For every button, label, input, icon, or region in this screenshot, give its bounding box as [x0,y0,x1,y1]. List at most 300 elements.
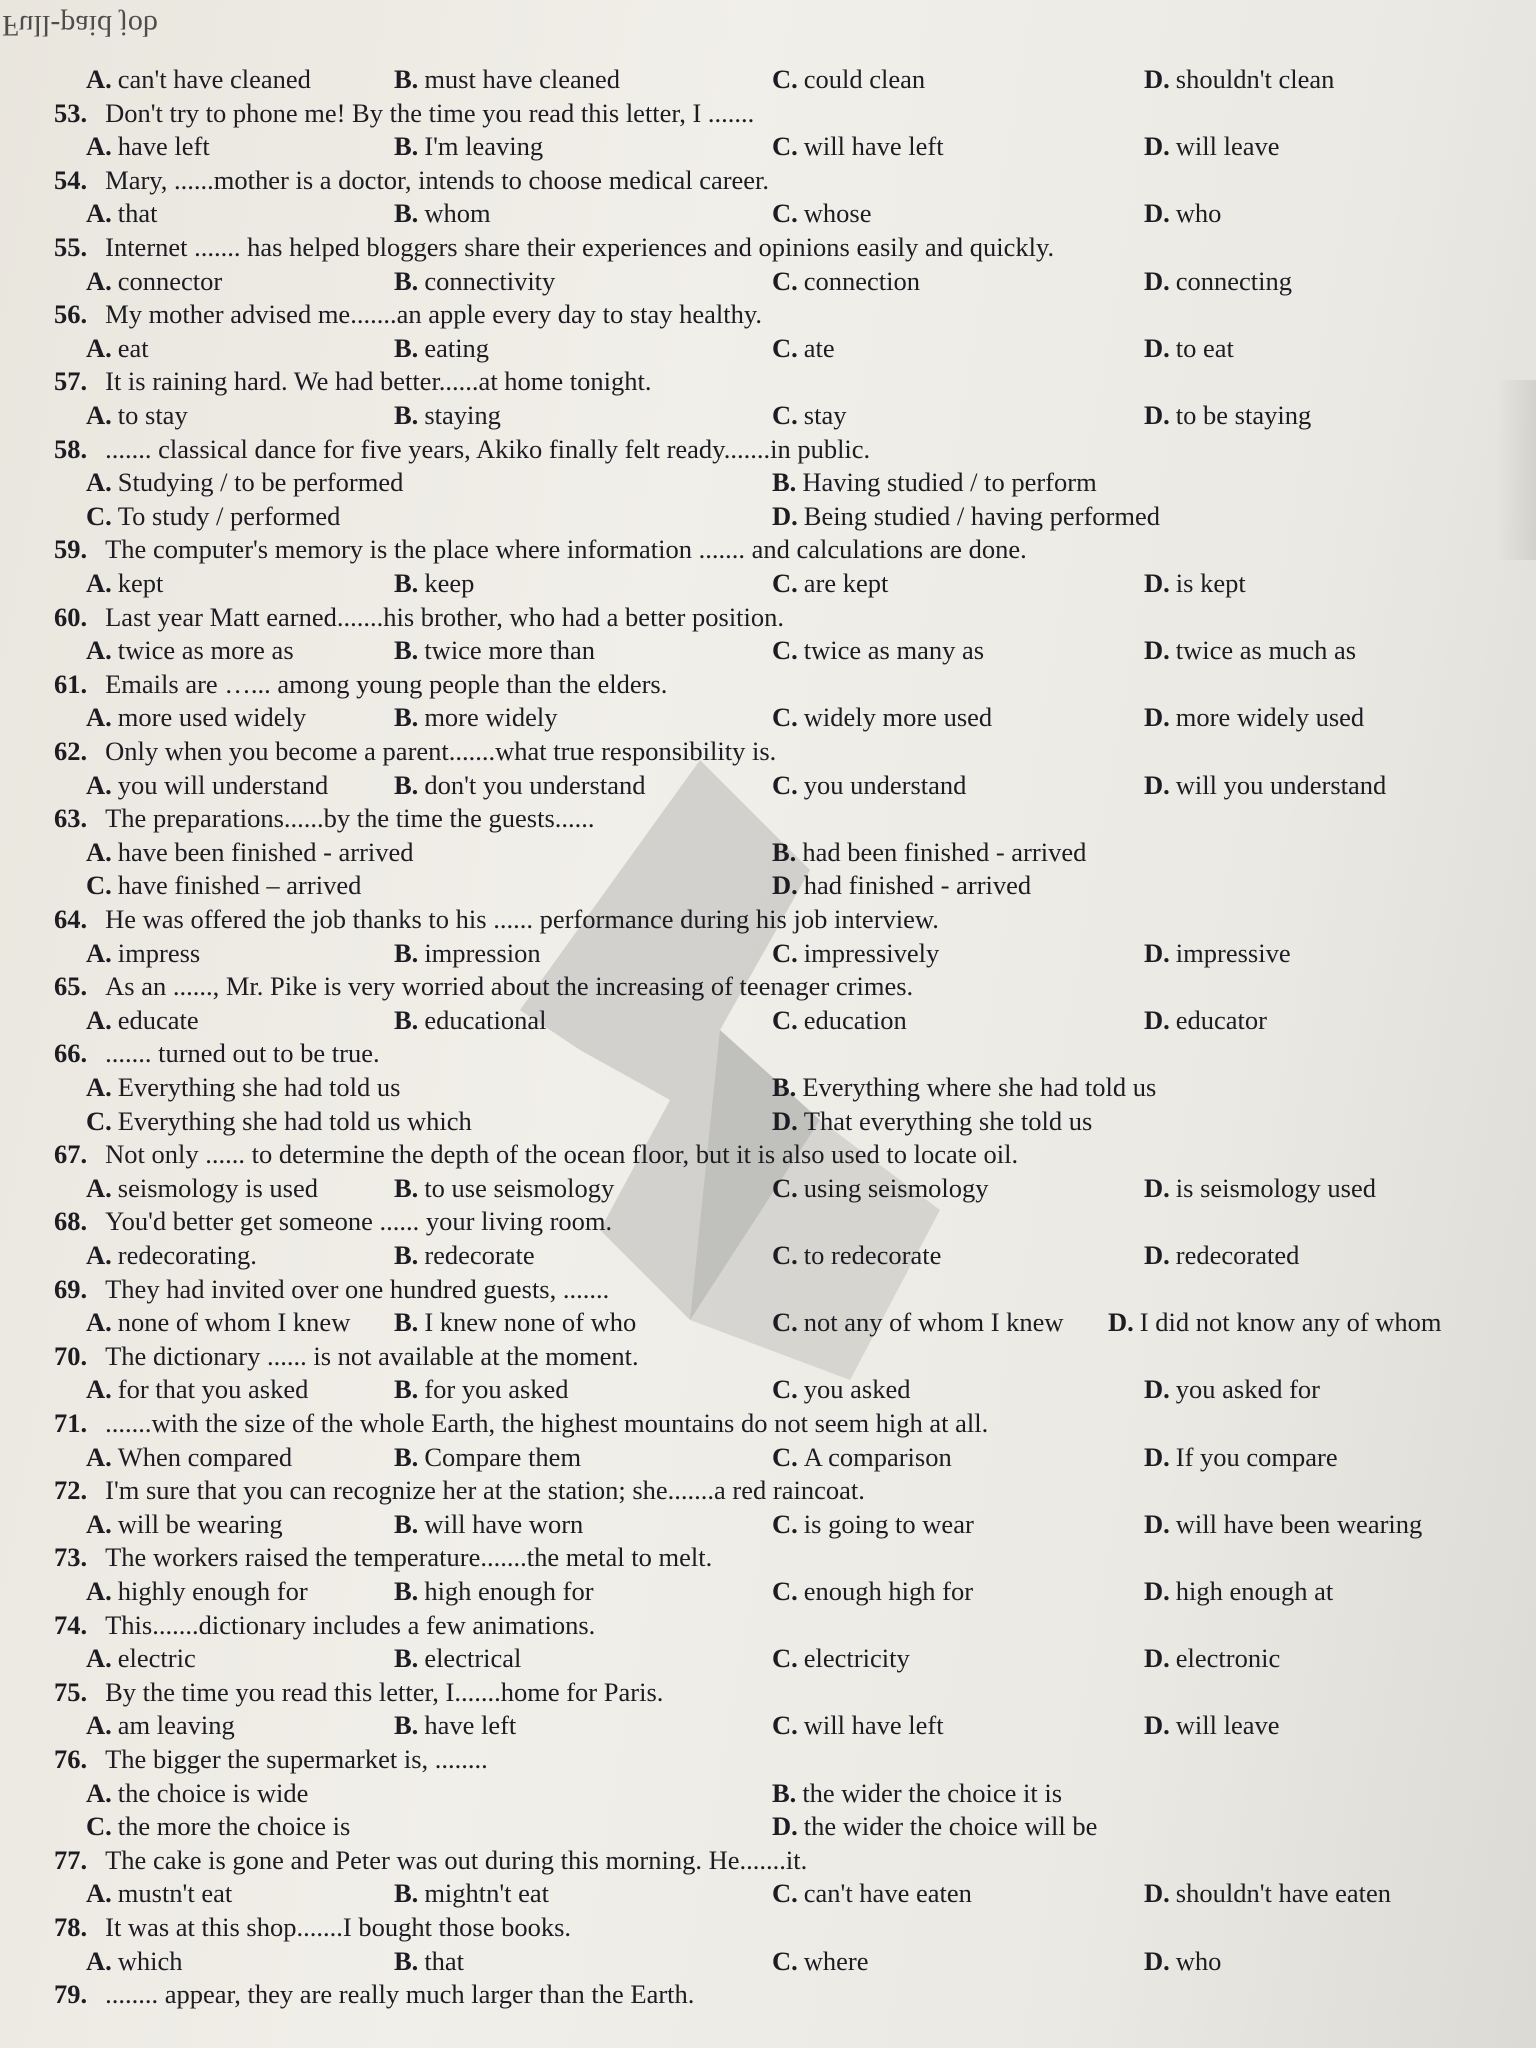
answer-option [86,333,149,364]
page-header-fragment: Full-paid job [2,9,158,42]
option-letter: A. [86,265,112,296]
question-text: As an ......, Mr. Pike is very worried about the increasing of teenager crimes. [105,971,914,1002]
question [54,1542,712,1573]
option-text: Everything where she had told us [802,1072,1157,1102]
option-text: keep [424,568,475,598]
answer-option [394,1946,464,1977]
answer-option [772,870,1031,901]
options-row [0,1307,1536,1341]
option-letter: C. [772,131,798,162]
option-letter: C. [772,1576,798,1606]
option-letter: C. [772,635,798,666]
question-text: Internet ....... has helped bloggers share their experiences and opinions easily and quickly. [105,232,1055,262]
answer-option [394,131,543,162]
option-letter: D. [1144,1374,1170,1405]
option-text: kept [117,568,164,598]
option-letter: D. [1144,635,1170,666]
question-row [0,904,1536,938]
option-letter: A. [86,702,112,733]
option-letter: D. [1144,1945,1170,1976]
option-letter: D. [1144,265,1170,296]
option-text: electricity [803,1643,910,1674]
question-text: They had invited over one hundred guests, ....... [105,1273,610,1304]
question-row [0,1845,1536,1879]
options-row [0,568,1536,602]
option-letter: A. [86,635,112,666]
option-text: to redecorate [803,1240,942,1270]
question-text: It was at this shop.......I bought those books. [105,1912,572,1942]
option-text: the wider the choice it is [802,1777,1063,1808]
option-text: that [424,1945,465,1976]
answer-option [86,1643,196,1674]
option-text: you asked [803,1374,911,1405]
question-number: 63. [54,803,88,834]
option-letter: D. [772,870,798,901]
answer-option [772,1643,910,1674]
options-row [0,501,1536,535]
question-number: 58. [54,433,88,464]
question-number: 60. [54,601,88,632]
answer-option [772,1946,869,1977]
option-letter: A. [86,1172,112,1203]
question-row [0,1341,1536,1375]
answer-option [1144,770,1386,801]
question-text: Mary, ......mother is a doctor, intends to choose medical career. [105,164,770,195]
option-text: will be wearing [117,1508,283,1539]
option-text: is seismology used [1175,1172,1376,1203]
options-row [0,770,1536,804]
option-text: Studying / to be performed [117,467,404,498]
options-row [0,635,1536,669]
answer-option [1144,702,1364,733]
answer-option [394,1173,614,1204]
option-letter: C. [772,1307,798,1338]
question [54,434,870,465]
question-number: 78. [54,1912,88,1942]
option-letter: D. [1144,1240,1170,1270]
question-number: 72. [54,1475,88,1506]
option-letter: B. [394,1878,419,1909]
answer-option [772,1811,1097,1842]
answer-option [86,938,200,969]
option-text: stay [803,400,847,430]
answer-option [772,1710,944,1741]
answer-option [1144,1710,1280,1741]
question [54,366,652,397]
options-row [0,870,1536,904]
option-letter: D. [1144,769,1170,800]
option-letter: B. [394,1441,419,1472]
question-number: 76. [54,1744,88,1774]
question-number: 79. [54,1979,88,2010]
answer-option [772,568,888,599]
answer-option [772,1576,973,1607]
question-text: .......with the size of the whole Earth, the highest mountains do not seem high at all. [105,1408,989,1438]
question-text: Don't try to phone me! By the time you read this letter, I ....... [105,97,755,128]
option-letter: A. [86,1710,112,1741]
question [54,1475,865,1506]
options-row [0,1005,1536,1039]
answer-option [772,938,939,969]
question [54,98,754,129]
question-row [0,98,1536,132]
options-row [0,1710,1536,1744]
question [54,1139,1018,1170]
answer-option [86,1778,308,1809]
option-letter: C. [772,1004,798,1035]
option-letter: D. [1144,568,1170,598]
question-text: My mother advised me.......an apple every day to stay healthy. [105,299,763,330]
option-text: ate [803,332,835,363]
answer-option [1144,635,1356,666]
option-text: will have been wearing [1175,1508,1423,1539]
answer-option [394,770,645,801]
option-letter: C. [772,1441,798,1472]
answer-option [86,198,158,229]
option-text: shouldn't clean [1175,64,1335,94]
answer-option [86,131,210,162]
answer-option [1144,1878,1391,1909]
question-row [0,1677,1536,1711]
answer-option [772,1005,907,1036]
answer-option [86,702,306,733]
question-row [0,232,1536,266]
answer-option [772,1307,1064,1338]
question-number: 77. [54,1844,88,1875]
question [54,1408,988,1439]
option-letter: B. [394,635,419,666]
answer-option [1144,1946,1221,1977]
option-text: you understand [803,769,967,800]
option-text: more widely [424,702,558,733]
question-number: 55. [54,232,88,262]
question-row [0,165,1536,199]
question-text: This.......dictionary includes a few animations. [105,1609,596,1640]
option-letter: A. [86,836,112,867]
options-row [0,1878,1536,1912]
option-letter: D. [772,500,798,531]
option-letter: B. [394,702,419,733]
option-text: that [117,198,158,229]
option-text: educator [1175,1004,1267,1035]
options-row [0,1240,1536,1274]
option-text: where [803,1945,869,1976]
option-text: impressive [1175,937,1291,968]
question-text: Only when you become a parent.......what true responsibility is. [105,736,777,766]
answer-option [394,938,541,969]
question-row [0,803,1536,837]
option-letter: B. [394,1374,419,1405]
answer-option [772,400,846,431]
option-text: mightn't eat [424,1878,550,1909]
question [54,736,776,767]
question-text: The bigger the supermarket is, ........ [105,1744,488,1774]
option-letter: B. [394,400,419,430]
option-letter: D. [1144,1643,1170,1674]
option-text: will have worn [424,1508,584,1539]
option-letter: B. [394,332,419,363]
answer-option [86,1509,283,1540]
option-letter: C. [772,1508,798,1539]
answer-option [394,1576,594,1607]
option-text: redecorated [1175,1240,1300,1270]
answer-option [772,770,966,801]
answer-option [1144,1576,1333,1607]
option-text: Being studied / having performed [803,500,1160,531]
question-row [0,1610,1536,1644]
option-text: for you asked [424,1374,569,1405]
question-number: 67. [54,1139,88,1170]
question-row [0,1912,1536,1946]
options-row [0,837,1536,871]
option-text: you will understand [117,769,329,800]
option-text: had been finished - arrived [802,836,1087,867]
answer-option [1144,1240,1299,1271]
option-text: impression [424,937,541,968]
question [54,971,913,1002]
answer-option [772,1106,1092,1137]
question-number: 62. [54,736,88,766]
answer-option [772,1173,989,1204]
answer-option [772,837,1086,868]
option-text: high enough at [1175,1576,1334,1606]
option-letter: D. [1144,1508,1170,1539]
answer-option [772,333,835,364]
answer-option [86,467,403,498]
question [54,1038,380,1069]
answer-option [86,1072,400,1103]
question-row [0,366,1536,400]
question [54,1744,488,1775]
question [54,1274,609,1305]
question [54,534,1027,565]
question [54,1979,694,2010]
question-row [0,669,1536,703]
option-text: have finished – arrived [117,870,362,901]
question-text: You'd better get someone ...... your living room. [105,1206,613,1237]
option-text: are kept [803,568,889,598]
option-text: educate [117,1004,199,1035]
option-letter: D. [1144,937,1170,968]
option-text: seismology is used [117,1172,318,1203]
answer-option [1144,1005,1267,1036]
option-text: educational [424,1004,547,1035]
question-number: 71. [54,1408,88,1438]
option-text: shouldn't have eaten [1175,1878,1392,1909]
question-number: 73. [54,1542,88,1573]
option-letter: C. [86,1105,112,1136]
answer-option [86,1442,292,1473]
option-letter: A. [86,1878,112,1909]
question-text: ....... turned out to be true. [105,1038,380,1069]
option-letter: A. [86,568,112,598]
option-letter: D. [1144,1172,1170,1203]
option-text: to use seismology [424,1172,615,1203]
option-letter: B. [394,1508,419,1539]
question-text: The cake is gone and Peter was out during this morning. He.......it. [105,1844,808,1875]
question-number: 56. [54,299,88,330]
option-text: to stay [117,400,188,430]
option-text: twice more than [424,635,596,666]
question-text: It is raining hard. We had better......at home tonight. [105,366,652,397]
option-text: will leave [1175,131,1280,162]
option-text: to eat [1175,332,1234,363]
option-text: eat [117,332,149,363]
option-letter: C. [86,870,112,901]
option-letter: B. [394,1643,419,1674]
options-row [0,400,1536,434]
answer-option [86,770,328,801]
question-number: 68. [54,1206,88,1237]
question-text: Last year Matt earned.......his brother, who had a better position. [105,601,785,632]
answer-option [86,1878,232,1909]
answer-option [86,1710,235,1741]
option-text: redecorate [424,1240,535,1270]
question-number: 64. [54,904,88,934]
option-text: am leaving [117,1710,235,1741]
option-letter: A. [86,1777,112,1808]
answer-option [1144,938,1291,969]
option-letter: A. [86,1307,112,1338]
answer-option [772,198,871,229]
answer-option [772,1442,952,1473]
question-text: Emails are …... among young people than the elders. [105,668,668,699]
option-letter: A. [86,769,112,800]
options-row [0,467,1536,501]
option-letter: A. [86,332,112,363]
option-letter: A. [86,400,112,430]
option-letter: A. [86,1945,112,1976]
option-text: don't you understand [424,769,646,800]
answer-option [394,635,595,666]
option-letter: C. [772,332,798,363]
option-text: who [1175,1945,1222,1976]
answer-option [394,1710,516,1741]
answer-option [772,635,984,666]
option-text: eating [424,332,490,363]
answer-option [1144,1374,1320,1405]
option-letter: C. [772,1945,798,1976]
option-text: have left [117,131,210,162]
answer-option [772,1778,1062,1809]
option-letter: A. [86,1072,112,1102]
options-row [0,1442,1536,1476]
options-row [0,1072,1536,1106]
option-letter: A. [86,1004,112,1035]
option-text: whom [424,198,491,229]
option-text: is kept [1175,568,1246,598]
option-text: impress [117,937,201,968]
option-text: will leave [1175,1710,1280,1741]
option-letter: D. [772,1811,798,1842]
options-row [0,1778,1536,1812]
option-text: is going to wear [803,1508,974,1539]
option-text: twice as many as [803,635,985,666]
option-text: Having studied / to perform [802,467,1097,498]
options-row [0,131,1536,165]
options-row [0,333,1536,367]
option-letter: A. [86,198,112,229]
option-text: connectivity [424,265,556,296]
options-row [0,1106,1536,1140]
question-text: ........ appear, they are really much larger than the Earth. [105,1979,695,2010]
question-row [0,1979,1536,2013]
answer-option [86,1106,472,1137]
options-row [0,1811,1536,1845]
answer-option [1144,568,1246,599]
option-text: high enough for [424,1576,594,1606]
answer-option [1144,131,1280,162]
option-letter: B. [394,1240,419,1270]
question-row [0,434,1536,468]
option-text: can't have cleaned [117,64,311,94]
answer-option [394,1005,546,1036]
option-text: When compared [117,1441,293,1472]
option-letter: D. [1144,1004,1170,1035]
question-number: 69. [54,1273,88,1304]
option-letter: C. [772,265,798,296]
answer-option [772,501,1160,532]
options-row [0,1374,1536,1408]
answer-option [1144,1643,1280,1674]
option-text: could clean [803,64,926,94]
question [54,669,667,700]
option-letter: A. [86,937,112,968]
answer-option [394,1878,549,1909]
options-row [0,1173,1536,1207]
option-text: mustn't eat [117,1878,233,1909]
answer-option [394,1509,583,1540]
option-text: twice as more as [117,635,294,666]
answer-option [772,1878,972,1909]
question-row [0,1038,1536,1072]
option-text: which [117,1945,183,1976]
question-number: 66. [54,1038,88,1069]
option-text: twice as much as [1175,635,1357,666]
option-text: the more the choice is [117,1811,351,1842]
answer-option [394,198,491,229]
option-text: had finished - arrived [803,870,1032,901]
options-row [0,198,1536,232]
option-text: more widely used [1175,702,1365,733]
option-text: enough high for [803,1576,974,1606]
option-letter: A. [86,64,112,94]
option-letter: C. [772,1878,798,1909]
question-text: The preparations......by the time the guests...... [105,803,595,834]
answer-option [772,266,920,297]
question-row [0,1744,1536,1778]
option-text: highly enough for [117,1576,308,1606]
answer-option [772,467,1097,498]
option-text: for that you asked [117,1374,309,1405]
question [54,1610,595,1641]
option-letter: B. [394,1945,419,1976]
option-letter: D. [1144,1441,1170,1472]
option-text: education [803,1004,907,1035]
answer-option [1108,1307,1442,1338]
option-text: I'm leaving [424,131,544,162]
options-row [0,1509,1536,1543]
question-text: I'm sure that you can recognize her at the station; she.......a red raincoat. [105,1475,865,1506]
option-text: electrical [424,1643,522,1674]
option-letter: B. [772,1072,797,1102]
option-letter: C. [772,769,798,800]
option-letter: B. [772,1777,797,1808]
option-text: electric [117,1643,196,1674]
option-letter: A. [86,1508,112,1539]
answer-option [86,635,294,666]
answer-option [394,1240,535,1271]
